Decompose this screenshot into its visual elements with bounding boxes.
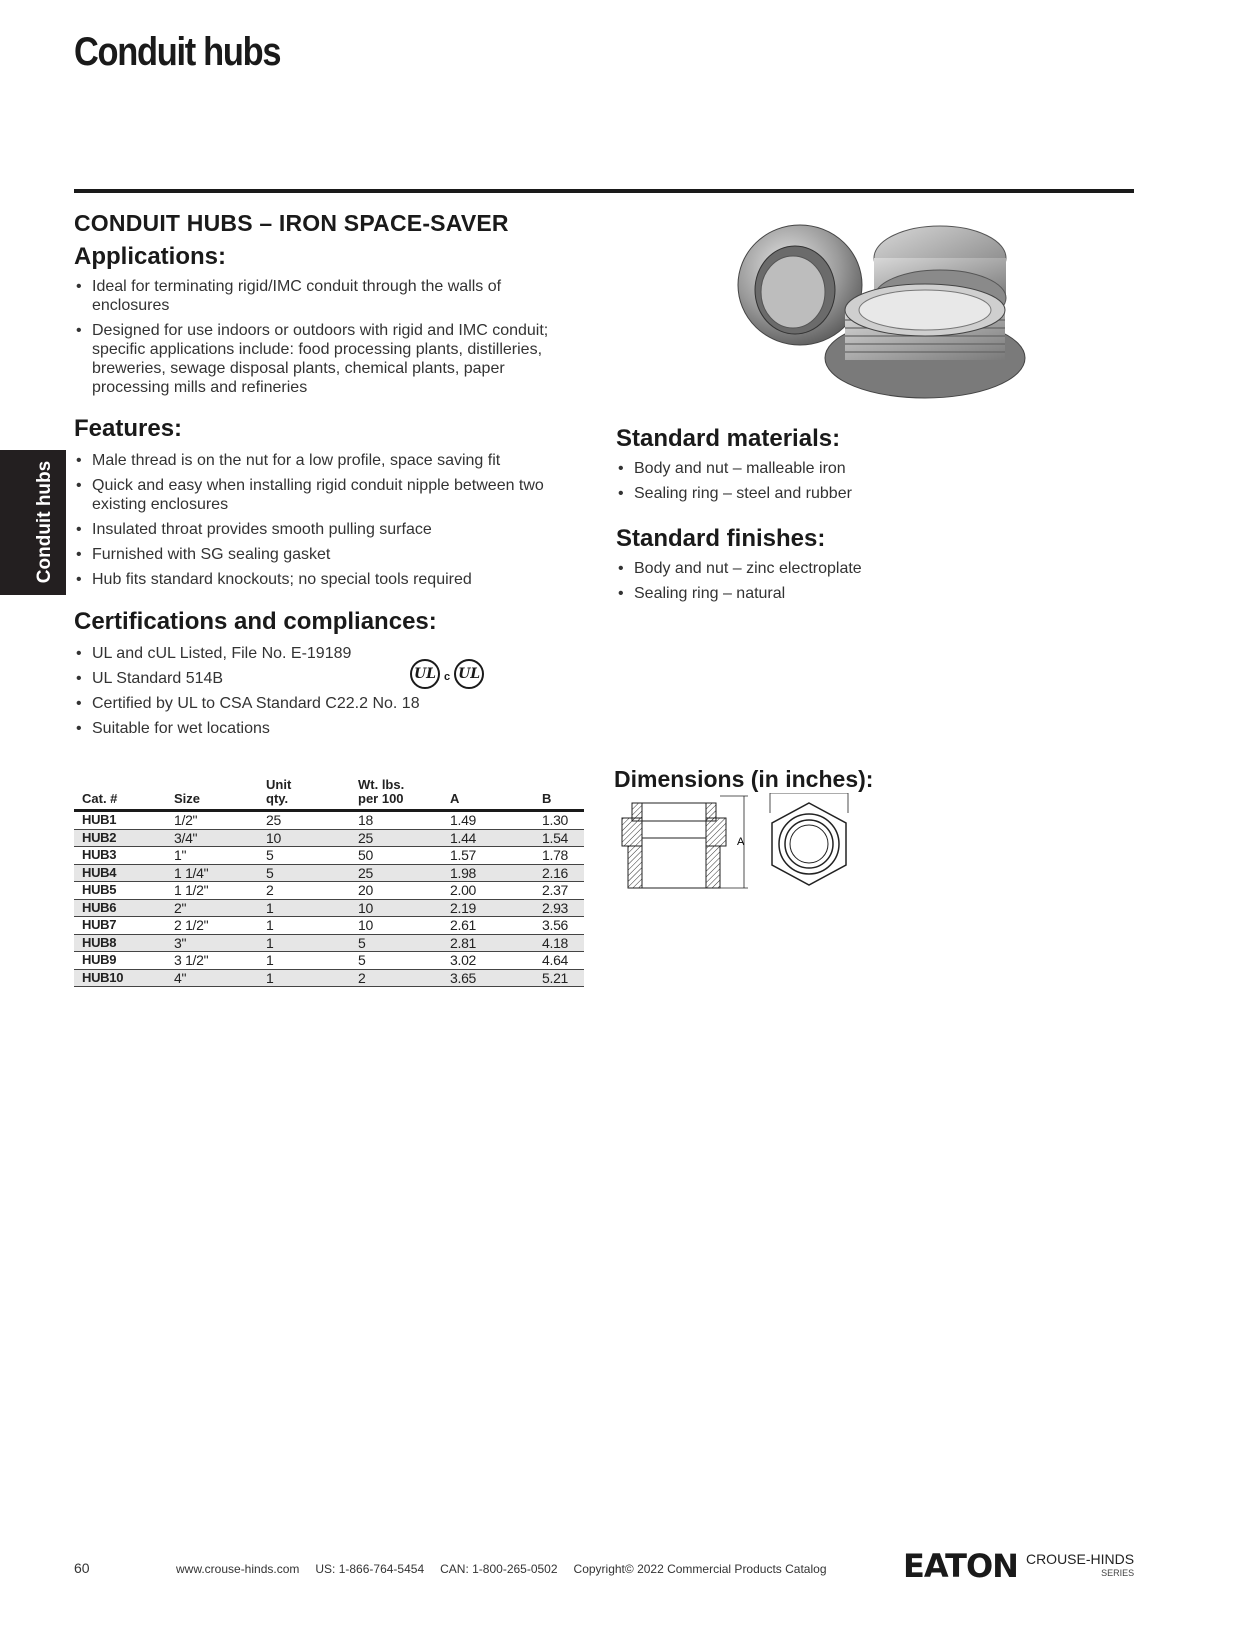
list-item: • Insulated throat provides smooth pulling surface [74,520,574,539]
cell: 2.81 [442,934,534,952]
cell: 4.64 [534,952,584,970]
applications-section [74,243,574,403]
list-item: • Body and nut – malleable iron [616,459,1036,478]
eaton-logo: EATON [903,1547,1018,1585]
cell: 1.30 [534,811,584,830]
cell: 1.49 [442,811,534,830]
cell: 1.78 [534,847,584,865]
cell: 1.57 [442,847,534,865]
page-title: Conduit hubs [74,30,281,74]
list-item: • Male thread is on the nut for a low profile, space saving fit [74,451,574,470]
list-item: • Body and nut – zinc electroplate [616,559,1036,578]
materials-section [616,425,1036,509]
cell: 1 [258,934,350,952]
cell: HUB8 [74,934,166,952]
cell: 2 [350,969,442,987]
cell: 4" [166,969,258,987]
table-row [74,811,584,830]
cell: 10 [258,829,350,847]
cell: 5 [258,847,350,865]
cell: 1 [258,917,350,935]
cell: 1.44 [442,829,534,847]
header-text: B [542,791,552,806]
header-text: per 100 [358,791,404,806]
cell: 1.54 [534,829,584,847]
dimension-a-label: A [737,836,745,848]
list-item: • UL Standard 514B [74,669,594,688]
cell: 1 1/2" [166,882,258,900]
materials-list [616,459,1036,503]
list-item: • Designed for use indoors or outdoors with rigid and IMC conduit; specific applications include: food processing plants, distilleries, breweries, sewage disposal plants, chemical plants, paper processing mills and refineries [74,321,574,397]
cell: 2" [166,899,258,917]
col-header-weight [350,778,442,811]
cell: 5 [350,934,442,952]
certifications-heading: Certifications and compliances: [74,608,437,635]
list-item: • Sealing ring – steel and rubber [616,484,1036,503]
cell: 1 [258,899,350,917]
list-item: • Suitable for wet locations [74,719,594,738]
cell: HUB10 [74,969,166,987]
footer-copyright: Copyright© 2022 Commercial Products Catalog [573,1562,827,1576]
features-list [74,451,574,589]
list-item: • Hub fits standard knockouts; no special tools required [74,570,574,589]
cell: 2.93 [534,899,584,917]
page-number: 60 [74,1560,90,1576]
cell: 3 1/2" [166,952,258,970]
certifications-list [74,644,594,738]
table-row [74,847,584,865]
cell: 1.98 [442,864,534,882]
section-title: CONDUIT HUBS – IRON SPACE-SAVER [74,210,509,236]
table-row [74,952,584,970]
cell: 3/4" [166,829,258,847]
cell: 25 [350,864,442,882]
features-heading: Features: [74,415,183,442]
cell: HUB4 [74,864,166,882]
cell: 10 [350,917,442,935]
table-row [74,899,584,917]
table-row [74,917,584,935]
cell: 3.56 [534,917,584,935]
side-tab-label: Conduit hubs [34,460,55,584]
header-text: Size [174,791,201,806]
header-text: Unit [266,777,292,792]
header-text: A [450,791,460,806]
cul-logo: UL [454,659,484,689]
dimensions-heading: Dimensions (in inches): [614,766,874,792]
cell: 4.18 [534,934,584,952]
cell: 2.61 [442,917,534,935]
cell: 2 [258,882,350,900]
cell: 2.16 [534,864,584,882]
footer-contact [176,1562,827,1576]
cell: 25 [350,829,442,847]
cell: 1/2" [166,811,258,830]
cell: 1 [258,969,350,987]
brand-logo [903,1547,1134,1585]
cell: HUB5 [74,882,166,900]
dimensions-drawing [620,793,880,913]
cell: 20 [350,882,442,900]
cell: 25 [258,811,350,830]
cell: HUB2 [74,829,166,847]
series-logo [1026,1552,1134,1580]
cell: 2 1/2" [166,917,258,935]
table-row [74,969,584,987]
applications-heading: Applications: [74,243,227,270]
table-row [74,882,584,900]
section-divider [74,189,1134,193]
cell: 5 [350,952,442,970]
cell: 5 [258,864,350,882]
cell: 3" [166,934,258,952]
col-header-size [166,778,258,811]
col-header-b [534,778,584,811]
cell: 1" [166,847,258,865]
col-header-a [442,778,534,811]
cell: 2.00 [442,882,534,900]
header-text: Cat. # [82,791,118,806]
list-item: • UL and cUL Listed, File No. E-19189 [74,644,594,663]
footer-us-phone: US: 1-866-764-5454 [315,1562,425,1576]
list-item: • Ideal for terminating rigid/IMC conduit through the walls of enclosures [74,277,574,315]
ul-logo: UL [410,659,440,689]
series-name: CROUSE-HINDS [1025,1551,1135,1567]
table-row [74,934,584,952]
footer-website[interactable]: www.crouse-hinds.com [176,1562,300,1576]
ul-certification-marks [410,659,484,689]
col-header-unit-qty [258,778,350,811]
cell: 1 1/4" [166,864,258,882]
conduit-hub-image [735,210,1035,425]
cell: 1 [258,952,350,970]
cell: 5.21 [534,969,584,987]
finishes-list [616,559,1036,603]
spec-table [74,778,584,987]
features-section [74,415,574,595]
list-item: • Quick and easy when installing rigid conduit nipple between two existing enclosures [74,476,574,514]
cell: 3.65 [442,969,534,987]
cell: HUB9 [74,952,166,970]
series-sub: SERIES [1101,1568,1135,1578]
cell: HUB6 [74,899,166,917]
list-item: • Sealing ring – natural [616,584,1036,603]
side-tab [0,450,66,595]
list-item: • Furnished with SG sealing gasket [74,545,574,564]
cell: HUB3 [74,847,166,865]
certifications-section [74,608,594,744]
cell: 18 [350,811,442,830]
materials-heading: Standard materials: [616,425,841,452]
finishes-section [616,525,1036,609]
header-text: qty. [266,791,289,806]
c-mark: c [444,671,451,683]
cell: 10 [350,899,442,917]
cell: HUB1 [74,811,166,830]
cell: 2.37 [534,882,584,900]
list-item: • Certified by UL to CSA Standard C22.2 No. 18 [74,694,594,713]
col-header-cat [74,778,166,811]
table-row [74,864,584,882]
header-text: Wt. lbs. [358,777,405,792]
table-header-row [74,778,584,811]
cell: 3.02 [442,952,534,970]
product-photo [735,210,1035,425]
cell: 50 [350,847,442,865]
applications-list [74,277,574,397]
footer-can-phone: CAN: 1-800-265-0502 [440,1562,558,1576]
table-row [74,829,584,847]
finishes-heading: Standard finishes: [616,525,826,552]
dimension-diagram [620,793,880,913]
cell: HUB7 [74,917,166,935]
cell: 2.19 [442,899,534,917]
